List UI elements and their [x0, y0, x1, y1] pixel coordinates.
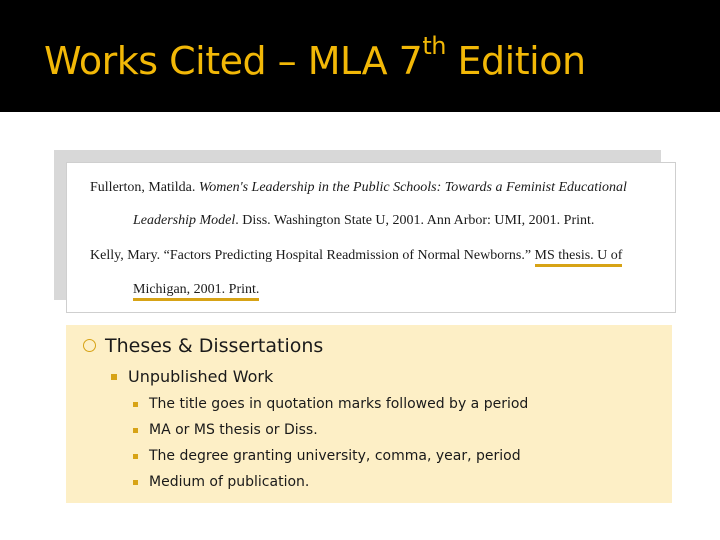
- citation-1-author: Fullerton, Matilda.: [90, 180, 199, 195]
- title-superscript: th: [422, 32, 446, 60]
- citation-1-title-end: Leadership Model: [133, 213, 236, 228]
- citation-1-title: Women's Leadership in the Public Schools: Towards a Feminist Educational: [198, 180, 627, 195]
- citation-2-degree-highlight: MS thesis. U of: [535, 248, 623, 267]
- citation-1-line-1: [90, 179, 627, 197]
- notes-subheading: Unpublished Work: [128, 367, 274, 386]
- notes-point-3: The degree granting university, comma, year, period: [149, 448, 521, 464]
- citation-2-line-1: [90, 247, 622, 265]
- title-edition: Edition: [445, 39, 586, 83]
- notes-heading: Theses & Dissertations: [105, 335, 324, 357]
- small-square-bullet-icon: [133, 402, 138, 407]
- citation-2-line-2: [133, 281, 259, 299]
- small-square-bullet-icon: [133, 480, 138, 485]
- small-square-bullet-icon: [133, 454, 138, 459]
- slide-title: [44, 32, 586, 84]
- circle-bullet-icon: [83, 339, 96, 352]
- notes-point-2: MA or MS thesis or Diss.: [149, 422, 318, 438]
- citation-1-line-2: [133, 212, 594, 230]
- citation-2-university-highlight: Michigan, 2001. Print.: [133, 282, 259, 301]
- square-bullet-icon: [111, 374, 117, 380]
- notes-point-4: Medium of publication.: [149, 474, 310, 490]
- small-square-bullet-icon: [133, 428, 138, 433]
- citation-2-author-title: Kelly, Mary. “Factors Predicting Hospital Readmission of Normal Newborns.”: [90, 248, 535, 263]
- title-main: Works Cited – MLA 7: [44, 39, 423, 83]
- notes-point-1: The title goes in quotation marks followed by a period: [149, 396, 529, 412]
- citation-1-publication: . Diss. Washington State U, 2001. Ann Arbor: UMI, 2001. Print.: [235, 213, 595, 228]
- title-bar: [0, 0, 720, 112]
